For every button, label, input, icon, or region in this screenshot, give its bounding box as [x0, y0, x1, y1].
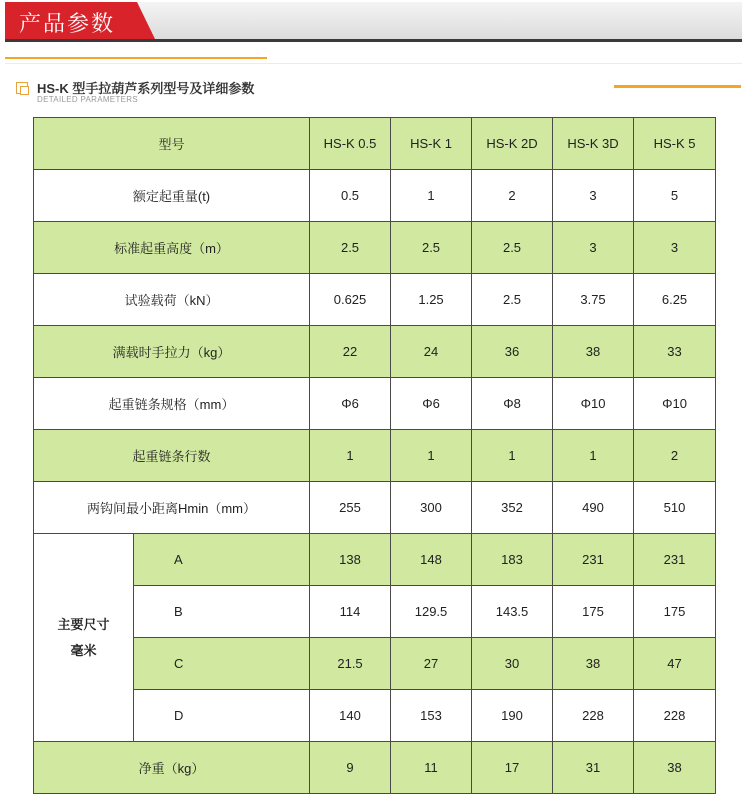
cell-value: 114 [310, 586, 391, 638]
cell-value: 2 [472, 170, 553, 222]
divider [5, 63, 742, 64]
cell-value: 175 [553, 586, 634, 638]
group-label-line2: 毫米 [70, 642, 97, 658]
cell-value: 148 [391, 534, 472, 586]
row-label: 两钩间最小距离Hmin（mm） [34, 482, 310, 534]
row-label: 起重链条规格（mm） [34, 378, 310, 430]
cell-value: 1.25 [391, 274, 472, 326]
cell-value: 31 [553, 742, 634, 794]
cell-value: 2.5 [391, 222, 472, 274]
table-row [34, 274, 716, 326]
cell-value: 140 [310, 690, 391, 742]
cell-value: 24 [391, 326, 472, 378]
model-name: HS-K 2D [472, 118, 553, 170]
row-label: 满载时手拉力（kg） [34, 326, 310, 378]
model-name: HS-K 0.5 [310, 118, 391, 170]
cell-value: 2.5 [310, 222, 391, 274]
cell-value: 1 [472, 430, 553, 482]
header-banner [5, 2, 742, 42]
table-row [34, 430, 716, 482]
section-title: HS-K 型手拉葫芦系列型号及详细参数 [37, 81, 255, 96]
cell-value: 0.5 [310, 170, 391, 222]
cell-value: 30 [472, 638, 553, 690]
cell-value: 27 [391, 638, 472, 690]
table-row [34, 378, 716, 430]
cell-value: 2.5 [472, 274, 553, 326]
model-name: HS-K 1 [391, 118, 472, 170]
dimensions-group-label [34, 534, 134, 742]
accent-line-left [5, 57, 267, 59]
cell-value: 183 [472, 534, 553, 586]
cell-value: 3 [553, 170, 634, 222]
cell-value: 3 [553, 222, 634, 274]
cell-value: 129.5 [391, 586, 472, 638]
table-row [34, 742, 716, 794]
cell-value: 2.5 [472, 222, 553, 274]
cell-value: 22 [310, 326, 391, 378]
dimension-label: A [134, 534, 310, 586]
cell-value: 352 [472, 482, 553, 534]
cell-value: 3.75 [553, 274, 634, 326]
table-row [34, 586, 716, 638]
dimension-label: B [134, 586, 310, 638]
cell-value: 255 [310, 482, 391, 534]
row-label: 额定起重量(t) [34, 170, 310, 222]
cell-value: 11 [391, 742, 472, 794]
table-row [34, 534, 716, 586]
model-header-label: 型号 [34, 118, 310, 170]
table-row [34, 326, 716, 378]
row-label: 标准起重高度（m） [34, 222, 310, 274]
cell-value: 228 [553, 690, 634, 742]
cell-value: 33 [634, 326, 716, 378]
cell-value: Φ10 [634, 378, 716, 430]
cell-value: Φ10 [553, 378, 634, 430]
cell-value: 38 [553, 638, 634, 690]
table-row [34, 638, 716, 690]
dimension-label: D [134, 690, 310, 742]
cell-value: Φ6 [310, 378, 391, 430]
cell-value: 300 [391, 482, 472, 534]
table-header-row [34, 118, 716, 170]
cell-value: 510 [634, 482, 716, 534]
group-label-line1: 主要尺寸 [57, 616, 110, 632]
cell-value: 1 [553, 430, 634, 482]
cell-value: 36 [472, 326, 553, 378]
cell-value: 38 [553, 326, 634, 378]
dimension-label: C [134, 638, 310, 690]
cell-value: 231 [553, 534, 634, 586]
banner-title: 产品参数 [19, 12, 116, 37]
table-row [34, 482, 716, 534]
row-label: 净重（kg） [34, 742, 310, 794]
cell-value: 190 [472, 690, 553, 742]
cell-value: 5 [634, 170, 716, 222]
cell-value: 38 [634, 742, 716, 794]
parameters-table [33, 117, 716, 794]
cell-value: Φ8 [472, 378, 553, 430]
cell-value: 1 [391, 170, 472, 222]
cell-value: 21.5 [310, 638, 391, 690]
cell-value: 231 [634, 534, 716, 586]
cell-value: 0.625 [310, 274, 391, 326]
row-label: 起重链条行数 [34, 430, 310, 482]
model-name: HS-K 5 [634, 118, 716, 170]
cell-value: 228 [634, 690, 716, 742]
cell-value: 143.5 [472, 586, 553, 638]
cell-value: 1 [310, 430, 391, 482]
accent-line-right [614, 85, 741, 88]
cell-value: 9 [310, 742, 391, 794]
model-name: HS-K 3D [553, 118, 634, 170]
cell-value: 17 [472, 742, 553, 794]
cell-value: 153 [391, 690, 472, 742]
cell-value: 175 [634, 586, 716, 638]
cell-value: 1 [391, 430, 472, 482]
cell-value: 2 [634, 430, 716, 482]
row-label: 试验载荷（kN） [34, 274, 310, 326]
section-subtitle: DETAILED PARAMETERS [37, 95, 138, 104]
cell-value: 47 [634, 638, 716, 690]
cell-value: 6.25 [634, 274, 716, 326]
table-row [34, 222, 716, 274]
cell-value: 490 [553, 482, 634, 534]
cell-value: 138 [310, 534, 391, 586]
table-row [34, 170, 716, 222]
table-row [34, 690, 716, 742]
section-squares-icon [16, 82, 28, 94]
cell-value: Φ6 [391, 378, 472, 430]
cell-value: 3 [634, 222, 716, 274]
